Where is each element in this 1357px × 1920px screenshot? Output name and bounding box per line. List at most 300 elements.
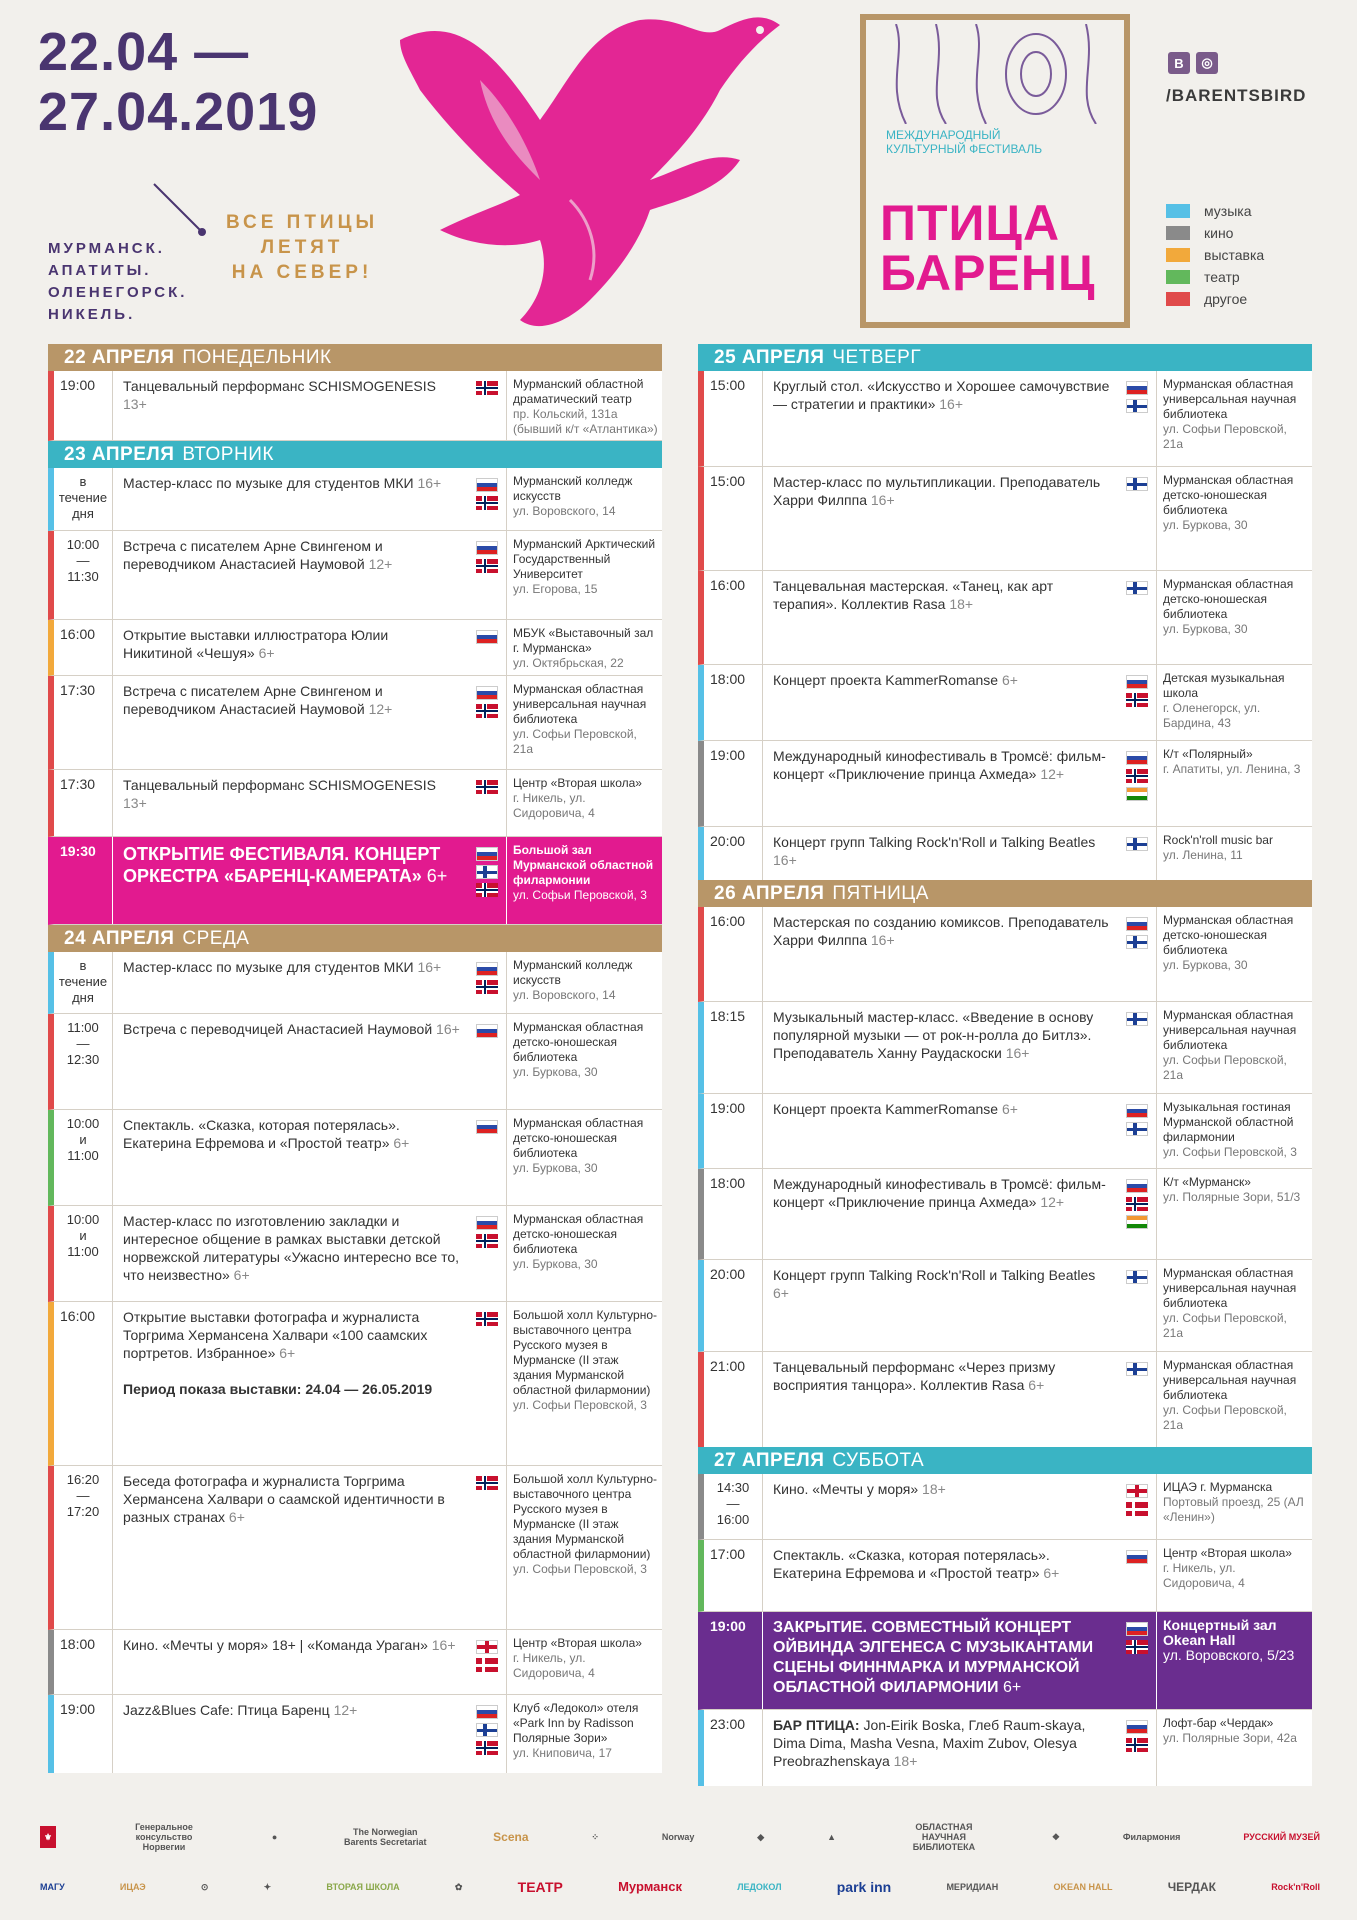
partner-logo: Rock'n'Roll [1271, 1882, 1320, 1892]
schedule-left-column [48, 344, 662, 1773]
age-rating: 12+ [1040, 1194, 1065, 1210]
exhibition-period: Период показа выставки: 24.04 — 26.05.2019 [123, 1381, 433, 1397]
russia-flag-icon [476, 962, 498, 976]
partner-logo: ЛЕДОКОЛ [737, 1882, 782, 1892]
time-start: 14:30 [716, 1480, 750, 1495]
finland-flag-icon [1126, 581, 1148, 595]
time-sep: — [76, 1488, 90, 1503]
age-rating: 6+ [279, 1345, 296, 1361]
country-flags [1118, 1540, 1156, 1611]
legend-theatre [1166, 266, 1264, 288]
venue-address: ул. Буркова, 30 [513, 1257, 598, 1271]
legend-label: выставка [1204, 247, 1265, 263]
legend-exhibition [1166, 244, 1264, 266]
event-time: в течение дня [58, 474, 108, 521]
legend-music [1166, 200, 1264, 222]
finland-flag-icon [1126, 1122, 1148, 1136]
day-date: 27 АПРЕЛЯ [714, 1450, 825, 1471]
legend-label: кино [1204, 225, 1234, 241]
venue-address: пр. Кольский, 131а (бывший к/т «Атлантика») [513, 407, 658, 436]
country-flags [1118, 571, 1156, 664]
country-flags [1118, 665, 1156, 740]
russia-flag-icon [1126, 1622, 1148, 1636]
country-flags [1118, 467, 1156, 570]
norway-flag-icon [476, 980, 498, 994]
venue-name: К/т «Мурманск» [1163, 1175, 1251, 1189]
day-header-22 [48, 344, 662, 371]
legend-swatch [1166, 204, 1190, 218]
event-time: 18:00 [60, 1636, 96, 1652]
age-rating: 6+ [773, 1285, 789, 1301]
slogan-line2: ЛЕТЯТ [260, 237, 344, 258]
event-row[interactable] [698, 1540, 1312, 1612]
event-title-text: Спектакль. «Сказка, которая потерялась». Екатерина Ефремова и «Простой театр» [123, 1117, 400, 1151]
finland-flag-icon [1126, 1012, 1148, 1026]
event-time: 17:30 [60, 776, 96, 792]
age-rating: 6+ [1028, 1377, 1045, 1393]
event-time: 23:00 [710, 1716, 746, 1732]
event-time: 16:00 [710, 913, 746, 929]
event-venue [1156, 1474, 1312, 1539]
event-row[interactable] [48, 1695, 662, 1773]
venue-address: г. Оленегорск, ул. Бардина, 43 [1163, 701, 1261, 730]
event-title [112, 531, 468, 619]
time-end: 11:00 [67, 1244, 99, 1259]
partner-logo: ⊙ [200, 1882, 209, 1892]
event-time: 20:00 [710, 1266, 746, 1282]
venue-name: Мурманская областная детско-юношеская библиотека [1163, 577, 1294, 621]
legend-label: музыка [1204, 203, 1252, 219]
event-title [112, 952, 468, 1013]
time-sep: — [76, 1036, 90, 1051]
age-rating: 16+ [939, 396, 963, 412]
logo-subtitle [886, 128, 1042, 156]
venue-name: Концертный зал Okean Hall [1163, 1617, 1277, 1648]
event-row[interactable] [48, 620, 662, 676]
partner-logo: МАГУ [40, 1882, 65, 1892]
event-title [112, 676, 468, 769]
event-title-text: Открытие выставки фотографа и журналиста Торгрима Хермансена Халвари «100 саамских портретов. Избранное» [123, 1309, 428, 1361]
logo-sub-line1: МЕЖДУНАРОДНЫЙ [886, 128, 1001, 142]
event-row[interactable] [698, 1169, 1312, 1260]
event-row[interactable] [698, 1474, 1312, 1540]
norway-flag-icon [1126, 1738, 1148, 1752]
event-row[interactable] [48, 468, 662, 531]
venue-address: г. Апатиты, ул. Ленина, 3 [1163, 762, 1301, 776]
partner-logo: ЧЕРДАК [1167, 1880, 1216, 1894]
venue-name: Мурманский Арктический Государственный Университет [513, 537, 656, 581]
partner-logo: Филармония [1122, 1832, 1181, 1842]
venue-name: Мурманская областная универсальная научная библиотека [1163, 1266, 1297, 1310]
partner-logo: ТЕАТР [517, 1879, 563, 1895]
venue-name: Большой холл Культурно-выставочного центра Русского музея в Мурманске (II этаж здания Мурманской областной филармонии) [513, 1308, 657, 1397]
event-title [112, 371, 468, 440]
country-flags [1118, 1710, 1156, 1786]
norway-flag-icon [476, 496, 498, 510]
age-rating: 6+ [426, 866, 448, 886]
partners-row-1 [40, 1812, 1320, 1862]
country-flags [1118, 1260, 1156, 1351]
norway-flag-icon [476, 1312, 498, 1326]
event-venue [1156, 1710, 1312, 1786]
event-title [762, 665, 1118, 740]
event-row[interactable] [48, 1302, 662, 1466]
venue-address: ул. Софьи Перовской, 3 [1163, 1145, 1297, 1159]
dates-line1: 22.04 — [38, 22, 250, 82]
venue-name: Мурманская областная универсальная научная библиотека [513, 682, 647, 726]
venue-address: ул. Ленина, 11 [1163, 848, 1243, 862]
country-flags [1118, 371, 1156, 466]
venue-name: Мурманский колледж искусств [513, 474, 633, 503]
event-title-text: Танцевальный перформанс «Через призму восприятия танцора». Коллектив Rasa [773, 1359, 1056, 1393]
norway-flag-icon [476, 780, 498, 794]
norway-flag-icon [476, 704, 498, 718]
venue-name: Детская музыкальная школа [1163, 671, 1285, 700]
venue-name: Центр «Вторая школа» [1163, 1546, 1292, 1560]
event-title-text: Кино. «Мечты у моря» [773, 1481, 919, 1497]
event-row[interactable] [698, 1352, 1312, 1447]
partner-logo: ✿ [454, 1882, 463, 1892]
event-time: 20:00 [710, 833, 746, 849]
event-time: 19:30 [60, 843, 96, 859]
age-rating: 16+ [431, 1637, 456, 1653]
city-apatity: АПАТИТЫ. [48, 262, 152, 279]
day-header-24 [48, 925, 662, 952]
venue-address: ул. Полярные Зори, 42а [1163, 1731, 1297, 1745]
age-rating: 18+ [922, 1481, 946, 1497]
partner-logo: park inn [836, 1879, 892, 1895]
event-venue [1156, 907, 1312, 1001]
russia-flag-icon [1126, 1720, 1148, 1734]
event-time: 18:00 [710, 1175, 746, 1191]
event-title [762, 1710, 1118, 1786]
event-row[interactable] [698, 1710, 1312, 1786]
event-row[interactable] [698, 1094, 1312, 1169]
venue-name: Клуб «Ледокол» отеля «Park Inn by Radisson Полярные Зори» [513, 1701, 639, 1745]
country-flags [468, 468, 506, 530]
norway-flag-icon [476, 1234, 498, 1248]
connector-line [150, 180, 210, 240]
venue-address: ул. Буркова, 30 [513, 1161, 598, 1175]
event-venue [1156, 1260, 1312, 1351]
festival-logo [860, 14, 1130, 328]
england-flag-icon [1126, 1484, 1148, 1498]
partner-logo: МЕРИДИАН [946, 1882, 999, 1892]
event-row[interactable] [48, 371, 662, 441]
event-time [704, 1474, 762, 1539]
event-title [762, 1540, 1118, 1611]
event-venue [506, 676, 662, 769]
event-time: 19:00 [60, 377, 96, 393]
event-time: 17:30 [60, 682, 96, 698]
event-title [762, 371, 1118, 466]
partner-logo: The Norwegian Barents Secretariat [343, 1827, 427, 1847]
vk-icon[interactable]: В [1168, 52, 1190, 74]
event-title-text: Jon-Eirik Boska, Глеб Raum-skaya, Dima Dima, Masha Vesna, Maxim Zubov, Olesya Preobrazhenskaya [773, 1717, 1086, 1769]
day-date: 25 АПРЕЛЯ [714, 347, 825, 368]
finland-flag-icon [476, 865, 498, 879]
venue-name: Большой зал Мурманской областной филармонии [513, 843, 654, 887]
event-venue [506, 620, 662, 675]
denmark-flag-icon [1126, 1502, 1148, 1516]
norway-flag-icon [476, 559, 498, 573]
venue-address: ул. Софьи Перовской, 3 [513, 1562, 647, 1576]
event-title-text: Открытие выставки иллюстратора Юлии Никитиной «Чешуя» [123, 627, 389, 661]
venue-name: Мурманская областная детско-юношеская библиотека [513, 1020, 644, 1064]
event-venue [1156, 1002, 1312, 1093]
venue-name: Rock'n'roll music bar [1163, 833, 1273, 847]
event-row[interactable] [698, 371, 1312, 467]
event-venue [1156, 1612, 1312, 1709]
day-date: 22 АПРЕЛЯ [64, 347, 175, 368]
age-rating: 12+ [368, 701, 393, 717]
time-sep: — [76, 553, 90, 568]
social-handle[interactable]: /BARENTSBIRD [1166, 86, 1307, 105]
country-flags [468, 1110, 506, 1205]
event-title-bold: БАР ПТИЦА: [773, 1717, 860, 1733]
event-time [54, 1014, 112, 1109]
finland-flag-icon [1126, 1362, 1148, 1376]
venue-address: ул. Софьи Перовской, 3 [513, 1398, 647, 1412]
event-time: 18:00 [710, 671, 746, 687]
venue-address: Портовый проезд, 25 (АЛ «Ленин») [1163, 1495, 1304, 1524]
event-title-text: Мастер-класс по изготовлению закладки и интересное общение в рамках выставки детской норвежской литературы «Ужасно интересно все то, что неизвестно» [123, 1213, 460, 1283]
event-row[interactable] [698, 1002, 1312, 1094]
country-flags [468, 952, 506, 1013]
event-venue [1156, 1094, 1312, 1168]
event-row[interactable] [698, 907, 1312, 1002]
event-title [112, 1466, 468, 1629]
event-time [54, 1466, 112, 1629]
event-title-text: Танцевальный перформанс SCHISMOGENESIS [123, 777, 436, 793]
event-title-text: Концерт групп Talking Rock'n'Roll и Talking Beatles [773, 834, 1096, 850]
legend-label: другое [1204, 291, 1248, 307]
venue-address: ул. Воровского, 14 [513, 504, 616, 518]
event-title-text: Танцевальный перформанс SCHISMOGENESIS [123, 378, 436, 394]
event-venue [506, 1466, 662, 1629]
event-row[interactable] [698, 467, 1312, 571]
russia-flag-icon [476, 478, 498, 492]
venue-address: ул. Софьи Перовской, 21а [1163, 1053, 1287, 1082]
instagram-icon[interactable]: ◎ [1196, 52, 1218, 74]
country-flags [1118, 1352, 1156, 1447]
venue-name: МБУК «Выставочный зал г. Мурманска» [513, 626, 654, 655]
slogan-line1: ВСЕ ПТИЦЫ [226, 212, 379, 233]
event-venue [506, 770, 662, 836]
venue-name: Центр «Вторая школа» [513, 1636, 642, 1650]
age-rating: 6+ [233, 1267, 250, 1283]
partner-logo: Мурманск [618, 1879, 682, 1894]
event-venue [506, 1302, 662, 1465]
event-row-highlight[interactable] [698, 1612, 1312, 1710]
event-title [762, 1474, 1118, 1539]
venue-address: г. Никель, ул. Сидоровича, 4 [513, 1651, 595, 1680]
england-flag-icon [476, 1640, 498, 1654]
venue-address: ул. Софьи Перовской, 21а [513, 727, 637, 756]
norway-flag-icon [476, 883, 498, 897]
event-title-text: Мастер-класс по музыке для студентов МКИ [123, 475, 414, 491]
country-flags [1118, 1474, 1156, 1539]
event-row[interactable] [698, 665, 1312, 741]
time-start: 10:00 [66, 1116, 100, 1131]
event-title-text: Танцевальная мастерская. «Танец, как арт терапия». Коллектив Rasa [773, 578, 1054, 612]
time-sep: и [79, 1228, 87, 1243]
event-venue [506, 1695, 662, 1773]
event-row[interactable] [48, 1466, 662, 1630]
venue-address: ул. Полярные Зори, 51/3 [1163, 1190, 1301, 1204]
partner-logo: ⚜ [40, 1826, 56, 1848]
venue-address: ул. Октябрьская, 22 [513, 656, 624, 670]
finland-flag-icon [1126, 477, 1148, 491]
social-icons [1168, 52, 1218, 74]
event-title [762, 1094, 1118, 1168]
country-flags [468, 770, 506, 836]
dates-line2: 27.04.2019 [38, 82, 319, 142]
event-venue [506, 1110, 662, 1205]
event-time [54, 531, 112, 619]
event-row[interactable] [698, 1260, 1312, 1352]
partner-logo: ◆ [757, 1832, 765, 1842]
legend-swatch [1166, 292, 1190, 306]
event-venue [506, 837, 662, 924]
event-time: 21:00 [710, 1358, 746, 1374]
partner-logo: ▲ [827, 1832, 837, 1842]
event-row[interactable] [48, 1110, 662, 1206]
event-row[interactable] [48, 1014, 662, 1110]
event-title [762, 467, 1118, 570]
partner-logo: ОБЛАСТНАЯ НАУЧНАЯ БИБЛИОТЕКА [912, 1822, 976, 1852]
event-time: в течение дня [58, 958, 108, 1005]
event-title-text: Беседа фотографа и журналиста Торгрима Хермансена Халвари о саамской идентичности в разных странах [123, 1473, 445, 1525]
time-sep: — [726, 1496, 740, 1511]
venue-address: ул. Софьи Перовской, 21а [1163, 1311, 1287, 1340]
event-title [112, 837, 468, 924]
legend-other [1166, 288, 1264, 310]
event-title-text: Встреча с писателем Арне Свингеном и переводчиком Анастасией Наумовой [123, 538, 383, 572]
event-row[interactable] [698, 571, 1312, 665]
event-time: 17:00 [710, 1546, 746, 1562]
age-rating: 12+ [333, 1702, 358, 1718]
event-venue [1156, 467, 1312, 570]
event-row[interactable] [48, 1206, 662, 1302]
venue-name: ИЦАЭ г. Мурманска [1163, 1480, 1273, 1494]
cities-list [48, 238, 187, 326]
event-time: 16:00 [60, 1308, 96, 1324]
event-title [112, 1302, 468, 1465]
age-rating: 18+ [949, 596, 974, 612]
partner-logo: ВТОРАЯ ШКОЛА [326, 1882, 400, 1892]
venue-address: г. Никель, ул. Сидоровича, 4 [1163, 1561, 1245, 1590]
event-row[interactable] [698, 827, 1312, 880]
age-rating: 16+ [870, 492, 895, 508]
day-weekday: ПОНЕДЕЛЬНИК [182, 347, 332, 368]
event-title-text: ОТКРЫТИЕ ФЕСТИВАЛЯ. КОНЦЕРТ ОРКЕСТРА «БАРЕНЦ-КАМЕРАТА» [123, 844, 441, 886]
event-title-text: Международный кинофестиваль в Тромсё: фильм-концерт «Приключение принца Ахмеда» [773, 1176, 1106, 1210]
venue-name: Мурманская областная универсальная научная библиотека [1163, 1008, 1297, 1052]
event-time: 15:00 [710, 377, 746, 393]
country-flags [468, 620, 506, 675]
wood-pattern [876, 24, 1116, 124]
event-venue [1156, 1169, 1312, 1259]
age-rating: 16+ [417, 959, 442, 975]
event-title [762, 741, 1118, 826]
russia-flag-icon [476, 847, 498, 861]
event-title-text: Спектакль. «Сказка, которая потерялась». Екатерина Ефремова и «Простой театр» [773, 1547, 1050, 1581]
event-venue [506, 468, 662, 530]
norway-flag-icon [1126, 1197, 1148, 1211]
event-title-text: Встреча с писателем Арне Свингеном и переводчиком Анастасией Наумовой [123, 683, 383, 717]
partner-logo: ⁘ [591, 1832, 599, 1842]
logo-name [880, 195, 1096, 301]
event-row[interactable] [48, 676, 662, 770]
partner-logo: Генеральное консульство Норвегии [135, 1822, 193, 1852]
venue-address: г. Никель, ул. Сидоровича, 4 [513, 791, 595, 820]
time-end: 16:00 [716, 1512, 750, 1527]
slogan-line3: НА СЕВЕР! [231, 262, 373, 283]
event-row[interactable] [48, 531, 662, 620]
country-flags [468, 837, 506, 924]
event-title [112, 620, 468, 675]
time-start: 11:00 [67, 1020, 99, 1035]
event-title-text: Концерт проекта KammerRomanse [773, 1101, 999, 1117]
age-rating: 6+ [228, 1509, 245, 1525]
event-row[interactable] [48, 770, 662, 837]
norway-flag-icon [1126, 1640, 1148, 1654]
partner-logo: OKEAN HALL [1053, 1882, 1113, 1892]
day-date: 23 АПРЕЛЯ [64, 444, 175, 465]
day-weekday: ЧЕТВЕРГ [832, 347, 922, 368]
russia-flag-icon [1126, 381, 1148, 395]
event-title-text: Мастер-класс по мультипликации. Преподаватель Харри Филппа [773, 474, 1101, 508]
venue-address: ул. Софьи Перовской, 21а [1163, 422, 1287, 451]
venue-address: ул. Буркова, 30 [513, 1065, 598, 1079]
day-weekday: ВТОРНИК [182, 444, 274, 465]
age-rating: 6+ [1002, 1679, 1022, 1696]
russia-flag-icon [476, 1024, 498, 1038]
legend-swatch [1166, 226, 1190, 240]
event-row[interactable] [48, 1630, 662, 1695]
age-rating: 16+ [436, 1021, 460, 1037]
russia-flag-icon [476, 1120, 498, 1134]
event-row-highlight[interactable] [48, 837, 662, 925]
partner-logo: ❖ [1051, 1832, 1060, 1842]
age-rating: 13+ [123, 795, 147, 811]
time-end: 11:30 [67, 569, 99, 584]
venue-name: Лофт-бар «Чердак» [1163, 1716, 1274, 1730]
time-start: 10:00 [66, 1212, 100, 1227]
country-flags [468, 676, 506, 769]
event-venue [506, 1014, 662, 1109]
venue-name: К/т «Полярный» [1163, 747, 1253, 761]
country-flags [1118, 741, 1156, 826]
event-row[interactable] [698, 741, 1312, 827]
age-rating: 16+ [1005, 1045, 1030, 1061]
russia-flag-icon [476, 1705, 498, 1719]
venue-address: ул. Буркова, 30 [1163, 622, 1248, 636]
event-time: 15:00 [710, 473, 746, 489]
event-venue [1156, 371, 1312, 466]
event-title-text: Мастер-класс по музыке для студентов МКИ [123, 959, 414, 975]
country-flags [468, 531, 506, 619]
partner-logo: Norway [661, 1832, 695, 1842]
partner-logo: Scena [493, 1830, 529, 1844]
event-venue [506, 531, 662, 619]
legend-cinema [1166, 222, 1264, 244]
event-venue [506, 1206, 662, 1301]
event-row[interactable] [48, 952, 662, 1014]
russia-flag-icon [1126, 675, 1148, 689]
country-flags [468, 371, 506, 440]
